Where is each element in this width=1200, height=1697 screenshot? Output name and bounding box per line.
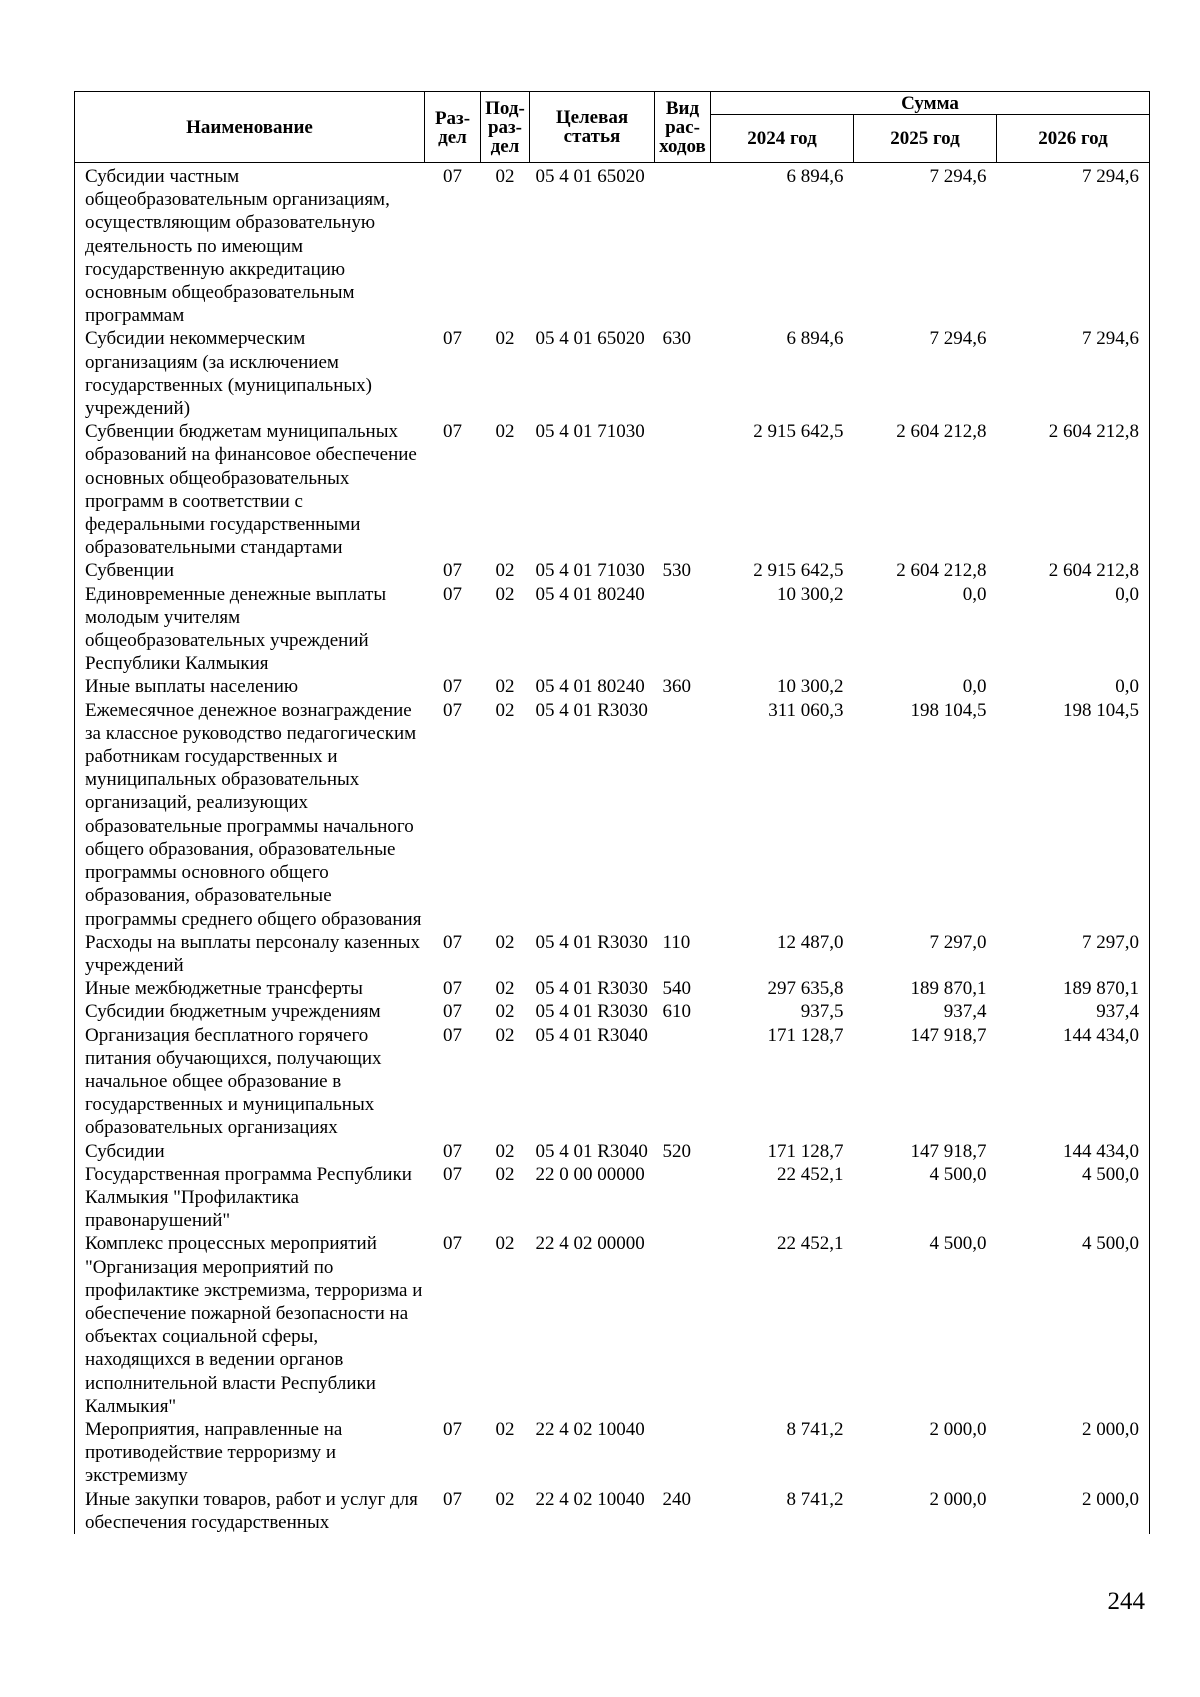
row-expense-type: 630	[662, 328, 691, 350]
row-target-article: 05 4 01 R3040	[535, 1140, 648, 1162]
row-subsection: 02	[495, 1001, 515, 1023]
row-amount-2026: 7 294,6	[997, 163, 1150, 328]
table-body	[75, 163, 1150, 1534]
row-amount-2024: 297 635,8	[767, 978, 844, 1000]
row-amount-2025: 7 294,6	[929, 328, 987, 350]
row-target-article: 05 4 01 R3030	[535, 699, 648, 721]
row-amount-2026: 2 604 212,8	[997, 420, 1150, 559]
row-subsection: 02	[495, 1488, 515, 1510]
row-section: 07	[443, 583, 462, 605]
row-subsection: 02	[495, 676, 515, 698]
table-row	[75, 699, 1150, 931]
row-amount-2024: 22 452,1	[777, 1233, 844, 1255]
row-target-article: 05 4 01 R3040	[535, 1024, 648, 1046]
row-amount-2026: 144 434,0	[997, 1140, 1150, 1163]
row-amount-2026: 0,0	[997, 583, 1150, 676]
row-expense-type: 610	[662, 1001, 691, 1023]
row-target-article: 05 4 01 71030	[535, 560, 645, 582]
row-amount-2024: 6 894,6	[786, 328, 844, 350]
header-section: Раз- дел	[425, 92, 481, 163]
row-name: Субсидии	[75, 1140, 425, 1163]
row-amount-2025: 0,0	[962, 583, 987, 605]
row-target-article: 22 4 02 10040	[535, 1488, 645, 1510]
row-subsection: 02	[495, 1140, 515, 1162]
table-row	[75, 977, 1150, 1000]
table-header	[75, 92, 1150, 163]
row-section: 07	[443, 699, 462, 721]
row-name: Единовременные денежные выплаты молодым учителям общеобразовательных учреждений Республики Калмыкия	[75, 583, 425, 676]
row-amount-2026: 7 297,0	[997, 931, 1150, 977]
row-target-article: 05 4 01 71030	[535, 421, 645, 443]
row-target-article: 05 4 01 65020	[535, 166, 645, 187]
table-row	[75, 1000, 1150, 1023]
header-sum: Сумма	[711, 92, 1150, 115]
table-row	[75, 327, 1150, 420]
row-amount-2025: 2 604 212,8	[896, 421, 987, 443]
row-name: Расходы на выплаты персоналу казенных учреждений	[75, 931, 425, 977]
row-expense-type: 360	[662, 676, 691, 698]
row-name: Иные закупки товаров, работ и услуг для обеспечения государственных	[75, 1488, 425, 1534]
row-subsection: 02	[495, 166, 515, 187]
row-section: 07	[443, 166, 462, 187]
row-name: Комплекс процессных мероприятий "Организация мероприятий по профилактике экстремизма, терроризма и обеспечение пожарной безопасности на объектах социальной сферы, находящихся в ведении органов исполнительной власти Республики Калмыкия"	[75, 1232, 425, 1418]
row-amount-2025: 7 294,6	[929, 166, 987, 187]
header-year-2025: 2025 год	[854, 115, 997, 163]
row-amount-2024: 2 915 642,5	[753, 421, 844, 443]
row-amount-2025: 2 000,0	[929, 1488, 987, 1510]
row-amount-2026: 0,0	[997, 675, 1150, 698]
row-name: Государственная программа Республики Калмыкия "Профилактика правонарушений"	[75, 1163, 425, 1233]
row-amount-2025: 198 104,5	[910, 699, 987, 721]
header-target-article: Целевая статья	[530, 92, 655, 163]
row-amount-2025: 189 870,1	[910, 978, 987, 1000]
row-amount-2025: 4 500,0	[929, 1163, 987, 1185]
row-section: 07	[443, 1001, 462, 1023]
header-year-2026: 2026 год	[997, 115, 1150, 163]
row-amount-2024: 10 300,2	[777, 676, 844, 698]
table-row	[75, 675, 1150, 698]
table-row	[75, 420, 1150, 559]
row-section: 07	[443, 421, 462, 443]
row-amount-2026: 7 294,6	[997, 327, 1150, 420]
table-row	[75, 1140, 1150, 1163]
header-expense-type: Вид рас- ходов	[655, 92, 711, 163]
row-target-article: 22 4 02 10040	[535, 1418, 645, 1440]
row-expense-type: 520	[662, 1140, 691, 1162]
row-amount-2025: 2 000,0	[929, 1418, 987, 1440]
row-amount-2025: 147 918,7	[910, 1140, 987, 1162]
table-row	[75, 583, 1150, 676]
row-expense-type	[655, 1418, 711, 1488]
row-amount-2026: 937,4	[997, 1000, 1150, 1023]
row-amount-2026: 2 604 212,8	[997, 559, 1150, 582]
row-section: 07	[443, 1233, 462, 1255]
row-subsection: 02	[495, 1163, 515, 1185]
row-subsection: 02	[495, 328, 515, 350]
page-number: 244	[1107, 1588, 1145, 1615]
row-subsection: 02	[495, 421, 515, 443]
row-section: 07	[443, 1418, 462, 1440]
row-target-article: 05 4 01 80240	[535, 583, 645, 605]
row-expense-type: 540	[662, 978, 691, 1000]
row-amount-2026: 2 000,0	[997, 1488, 1150, 1534]
row-section: 07	[443, 560, 462, 582]
row-name: Субсидии некоммерческим организациям (за исключением государственных (муниципальных) учреждений)	[75, 327, 425, 420]
row-section: 07	[443, 978, 462, 1000]
row-subsection: 02	[495, 1024, 515, 1046]
row-name: Субвенции бюджетам муниципальных образований на финансовое обеспечение основных общеобразовательных программ в соответствии с федеральными государственными образовательными стандартами	[75, 420, 425, 559]
row-amount-2024: 10 300,2	[777, 583, 844, 605]
row-target-article: 05 4 01 65020	[535, 328, 645, 350]
header-name: Наименование	[75, 92, 425, 163]
row-subsection: 02	[495, 1418, 515, 1440]
header-subsection: Под- раз- дел	[481, 92, 530, 163]
row-amount-2026: 2 000,0	[997, 1418, 1150, 1488]
row-amount-2025: 0,0	[962, 676, 987, 698]
table-row	[75, 1418, 1150, 1488]
row-target-article: 05 4 01 R3030	[535, 1001, 648, 1023]
row-section: 07	[443, 1488, 462, 1510]
row-target-article: 05 4 01 R3030	[535, 978, 648, 1000]
row-expense-type	[655, 420, 711, 559]
row-amount-2024: 6 894,6	[786, 166, 844, 187]
row-amount-2025: 2 604 212,8	[896, 560, 987, 582]
table-row	[75, 1488, 1150, 1534]
row-amount-2026: 189 870,1	[997, 977, 1150, 1000]
row-name: Иные межбюджетные трансферты	[75, 977, 425, 1000]
row-amount-2024: 311 060,3	[768, 699, 844, 721]
row-name: Иные выплаты населению	[75, 675, 425, 698]
row-amount-2024: 937,5	[800, 1001, 844, 1023]
row-amount-2025: 937,4	[943, 1001, 987, 1023]
table-row	[75, 559, 1150, 582]
row-target-article: 05 4 01 80240	[535, 676, 645, 698]
row-amount-2024: 171 128,7	[767, 1140, 844, 1162]
row-section: 07	[443, 676, 462, 698]
row-section: 07	[443, 1140, 462, 1162]
row-expense-type	[655, 699, 711, 931]
row-expense-type: 110	[662, 931, 691, 953]
row-subsection: 02	[495, 583, 515, 605]
row-target-article: 05 4 01 R3030	[535, 931, 648, 953]
row-section: 07	[443, 328, 462, 350]
row-name: Субвенции	[75, 559, 425, 582]
row-expense-type	[655, 163, 711, 328]
row-name: Ежемесячное денежное вознаграждение за классное руководство педагогическим работникам государственных и муниципальных образовательных организаций, реализующих образовательные программы начального общего образования, образовательные программы основного общего образования, образовательные программы среднего общего образования	[75, 699, 425, 931]
row-amount-2024: 22 452,1	[777, 1163, 844, 1185]
row-name: Субсидии частным общеобразовательным организациям, осуществляющим образовательную деятельность по имеющим государственную аккредитацию основным общеобразовательным программам	[75, 163, 425, 328]
row-section: 07	[443, 1024, 462, 1046]
row-expense-type: 240	[662, 1488, 691, 1510]
row-subsection: 02	[495, 699, 515, 721]
row-expense-type	[655, 1024, 711, 1140]
row-expense-type	[655, 1163, 711, 1233]
table-row	[75, 163, 1150, 328]
row-target-article: 22 4 02 00000	[535, 1233, 645, 1255]
row-name: Субсидии бюджетным учреждениям	[75, 1000, 425, 1023]
table-row	[75, 1024, 1150, 1140]
row-subsection: 02	[495, 1233, 515, 1255]
row-amount-2026: 4 500,0	[997, 1232, 1150, 1418]
row-name: Мероприятия, направленные на противодействие терроризму и экстремизму	[75, 1418, 425, 1488]
row-amount-2024: 171 128,7	[767, 1024, 844, 1046]
row-amount-2024: 8 741,2	[786, 1418, 844, 1440]
row-section: 07	[443, 1163, 462, 1185]
row-amount-2026: 4 500,0	[997, 1163, 1150, 1233]
row-expense-type	[655, 1232, 711, 1418]
row-amount-2024: 2 915 642,5	[753, 560, 844, 582]
row-amount-2025: 7 297,0	[929, 931, 987, 953]
header-year-2024: 2024 год	[711, 115, 854, 163]
table-row	[75, 1232, 1150, 1418]
table-row	[75, 931, 1150, 977]
row-amount-2025: 4 500,0	[929, 1233, 987, 1255]
budget-table	[74, 91, 1150, 1534]
row-subsection: 02	[495, 560, 515, 582]
table-row	[75, 1163, 1150, 1233]
row-subsection: 02	[495, 931, 515, 953]
row-expense-type	[655, 583, 711, 676]
row-subsection: 02	[495, 978, 515, 1000]
row-amount-2024: 8 741,2	[786, 1488, 844, 1510]
row-amount-2025: 147 918,7	[910, 1024, 987, 1046]
row-amount-2024: 12 487,0	[777, 931, 844, 953]
row-section: 07	[443, 931, 462, 953]
row-amount-2026: 144 434,0	[997, 1024, 1150, 1140]
row-expense-type: 530	[662, 560, 691, 582]
row-name: Организация бесплатного горячего питания обучающихся, получающих начальное общее образование в государственных и муниципальных образовательных организациях	[75, 1024, 425, 1140]
row-amount-2026: 198 104,5	[997, 699, 1150, 931]
row-target-article: 22 0 00 00000	[535, 1163, 645, 1185]
